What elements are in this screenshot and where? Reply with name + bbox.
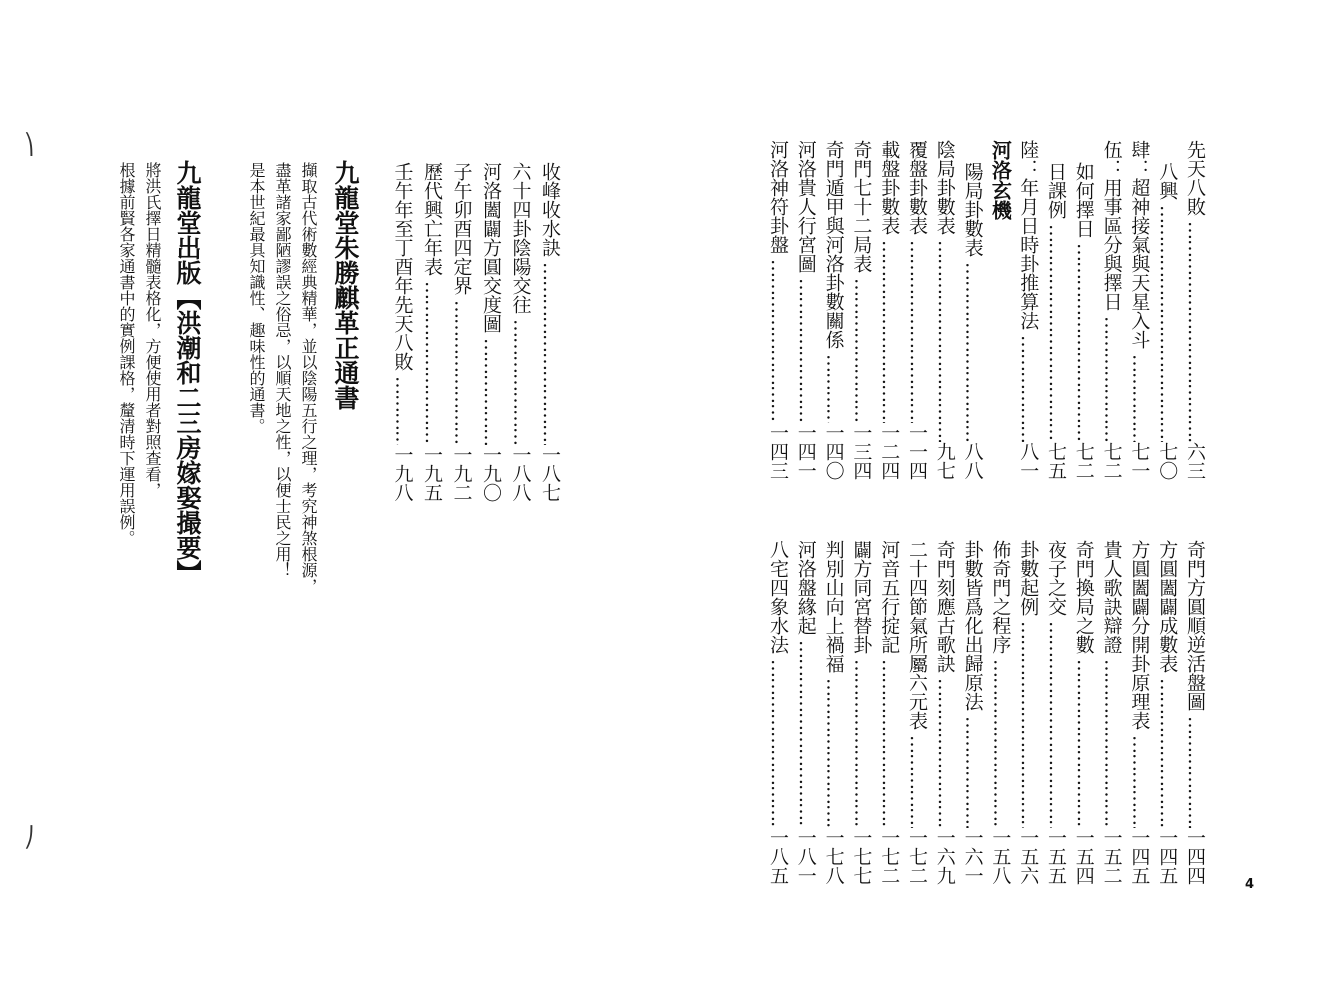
toc-entry [1016,140,1040,480]
toc-entry-title: 河洛闔闢方圓交度圖 …………………………………………………………………………………………………… [479,162,503,445]
toc-entry-page: 一四〇 [822,423,845,480]
toc-entry [822,540,846,885]
toc-entry-title: 六十四卦陰陽交往 …………………………………………………………………………………………………… [509,162,533,445]
toc-entry-title: 二十四節氣所屬六元表 …………………………………………………………………………………………………… [905,540,929,828]
toc-entry-page: 八一 [1017,442,1040,480]
toc-entry-page: 一五四 [1072,828,1095,885]
ad2-title: 九龍堂出版【洪潮和二三房嫁娶撮要】 [173,160,202,585]
toc-entry-title: 奇門方圓順逆活盤圖 …………………………………………………………………………………………………… [1183,540,1207,828]
toc-entry [988,540,1012,885]
toc-entry-title: 佈奇門之程序 …………………………………………………………………………………………………… [988,540,1012,828]
scan-mark-bottom: ⎠ [24,825,34,849]
page-number: 4 [1245,877,1255,892]
scan-mark-top: ⎞ [24,132,34,156]
toc-entry [961,162,985,480]
ad-body-line: 盡革諸家鄙陋謬誤之俗忌，以順天地之性，以便士民之用！ [273,162,292,578]
toc-entry [905,540,929,885]
ad-body-line: 擷取古代術數經典精華，並以陰陽五行之理，考究神煞根源， [299,162,318,594]
toc-entry-page: 一七八 [822,828,845,885]
toc-entry [1127,140,1151,480]
toc-entry-page: 一三四 [850,423,873,480]
toc-entry [391,162,415,502]
toc-entry-page: 七〇 [1156,442,1179,480]
toc-entry-page: 一四四 [1184,828,1206,885]
toc-entry [1127,540,1151,885]
toc-entry [538,162,562,502]
toc-entry [450,162,474,502]
toc-entry-page: 七五 [1045,442,1067,480]
toc-entry [1183,540,1207,885]
toc-entry-page: 一九八 [391,445,414,502]
toc-entry [988,140,1012,480]
toc-entry-page: 一七二 [878,828,901,885]
toc-entry-page: 一七七 [850,828,873,885]
toc-entry-page: 一二四 [878,423,901,480]
toc-entry-page: 七二 [1072,442,1095,480]
ad-body-line: 根據前賢各家通書中的實例課格，釐清時下運用誤例。 [117,162,136,546]
toc-entry-title: 河洛神符卦盤 …………………………………………………………………………………………………… [766,140,790,423]
toc-entry-title: 河洛玄機 [988,140,1013,220]
toc-entry [766,540,790,885]
toc-entry [766,140,790,480]
toc-entry-title: 陸：年月日時卦推算法 …………………………………………………………………………………………………… [1016,140,1040,442]
toc-entry-page: 一一四 [906,423,928,480]
toc-entry-title: 貴人歌訣辯證 …………………………………………………………………………………………………… [1100,540,1124,828]
toc-entry-page: 一九〇 [480,445,502,502]
toc-entry-title: 子午卯酉四定界 …………………………………………………………………………………………………… [450,162,474,445]
toc-entry-title: 河洛盤緣起 …………………………………………………………………………………………………… [794,540,818,828]
toc-entry-page: 一八八 [509,445,532,502]
toc-entry-page: 一八五 [767,828,789,885]
toc-entry-page: 七二 [1100,442,1123,480]
toc-entry-title: 河洛貴人行宮圖 …………………………………………………………………………………………………… [794,140,818,423]
toc-entry [1044,162,1068,480]
toc-entry [1100,140,1124,480]
toc-entry [822,140,846,480]
toc-entry-title: 覆盤卦數表 …………………………………………………………………………………………………… [905,140,929,423]
toc-entry [849,540,873,885]
toc-entry [905,140,929,480]
toc-entry [1183,140,1207,480]
toc-entry [933,140,957,480]
toc-entry [877,140,901,480]
toc-entry-title: 卦數皆爲化出歸原法 …………………………………………………………………………………………………… [961,540,985,828]
toc-entry-page: 一五八 [989,828,1012,885]
toc-entry-page: 六三 [1184,442,1206,480]
ad-body-line: 是本世紀最具知識性、趣味性的通書。 [247,162,266,434]
toc-entry-title: 八宅四象水法 …………………………………………………………………………………………………… [766,540,790,828]
toc-entry-title: 奇門換局之數 …………………………………………………………………………………………………… [1072,540,1096,828]
toc-entry [794,540,818,885]
toc-entry-page: 一六九 [933,828,956,885]
toc-entry-title: 卦數起例 …………………………………………………………………………………………………… [1016,540,1040,828]
toc-entry-title: 如何擇日 …………………………………………………………………………………………………… [1072,162,1096,442]
toc-entry-title: 肆：超神接氣與天星入斗 …………………………………………………………………………………………………… [1127,140,1151,442]
toc-entry-title: 收峰收水訣 …………………………………………………………………………………………………… [538,162,562,445]
toc-entry-page: 一四五 [1156,828,1179,885]
toc-entry-title: 陽局卦數表 …………………………………………………………………………………………………… [961,162,985,442]
toc-entry [1155,540,1179,885]
toc-entry-title: 伍：用事區分與擇日 …………………………………………………………………………………………………… [1100,140,1124,442]
toc-entry-title: 日課例 …………………………………………………………………………………………………… [1044,162,1068,442]
toc-entry-page: 一八一 [794,828,817,885]
toc-entry-page: 一八七 [539,445,561,502]
toc-entry-title: 方圓闔闢分開卦原理表 …………………………………………………………………………………………………… [1127,540,1151,828]
toc-entry-page: 一九二 [450,445,473,502]
toc-entry-title: 陰局卦數表 …………………………………………………………………………………………………… [933,140,957,442]
toc-entry-title: 八興 …………………………………………………………………………………………………… [1155,162,1179,442]
ad-body-line: 將洪氏擇日精髓表格化，方便使用者對照查看， [143,162,162,498]
toc-entry [877,540,901,885]
toc-entry [509,162,533,502]
toc-entry-page: 一四一 [794,423,817,480]
toc-entry-page: 九七 [933,442,956,480]
toc-entry [1100,540,1124,885]
toc-entry-title: 先天八敗 …………………………………………………………………………………………………… [1183,140,1207,442]
toc-entry-title: 奇門遁甲與河洛卦數關係 …………………………………………………………………………………………………… [822,140,846,423]
toc-entry-page: 一五二 [1100,828,1123,885]
toc-entry-title: 壬午年至丁酉年先天八敗 …………………………………………………………………………………………………… [391,162,415,445]
toc-entry-title: 闢方同宮替卦 …………………………………………………………………………………………………… [849,540,873,828]
toc-entry-page: 一四三 [767,423,789,480]
toc-entry [1072,540,1096,885]
toc-entry-title: 奇門七十二局表 …………………………………………………………………………………………………… [849,140,873,423]
toc-entry-page: 一七二 [906,828,928,885]
toc-entry [1016,540,1040,885]
toc-entry [1072,162,1096,480]
toc-entry-page: 一六一 [961,828,984,885]
toc-entry-page: 一四五 [1128,828,1151,885]
toc-entry [961,540,985,885]
ad1-title: 九龍堂朱勝麒革正通書 [331,160,360,410]
toc-entry-page: 一五六 [1017,828,1040,885]
toc-entry-title: 判別山向上禍福 …………………………………………………………………………………………………… [822,540,846,828]
toc-entry-page: 一五五 [1045,828,1067,885]
toc-entry-page: 八八 [961,442,984,480]
toc-entry-title: 河音五行掟記 …………………………………………………………………………………………………… [877,540,901,828]
toc-entry [1044,540,1068,885]
toc-entry-title: 載盤卦數表 …………………………………………………………………………………………………… [877,140,901,423]
toc-entry [794,140,818,480]
toc-entry-page: 七一 [1128,442,1151,480]
toc-entry [933,540,957,885]
toc-entry [1155,162,1179,480]
toc-entry-title: 歷代興亡年表 …………………………………………………………………………………………………… [420,162,444,445]
toc-entry-page: 一九五 [421,445,443,502]
toc-entry [849,140,873,480]
toc-entry-title: 夜子之交 …………………………………………………………………………………………………… [1044,540,1068,828]
toc-entry [479,162,503,502]
toc-entry-title: 奇門刻應古歌訣 …………………………………………………………………………………………………… [933,540,957,828]
toc-entry-title: 方圓闔闢成數表 …………………………………………………………………………………………………… [1155,540,1179,828]
toc-entry [420,162,444,502]
